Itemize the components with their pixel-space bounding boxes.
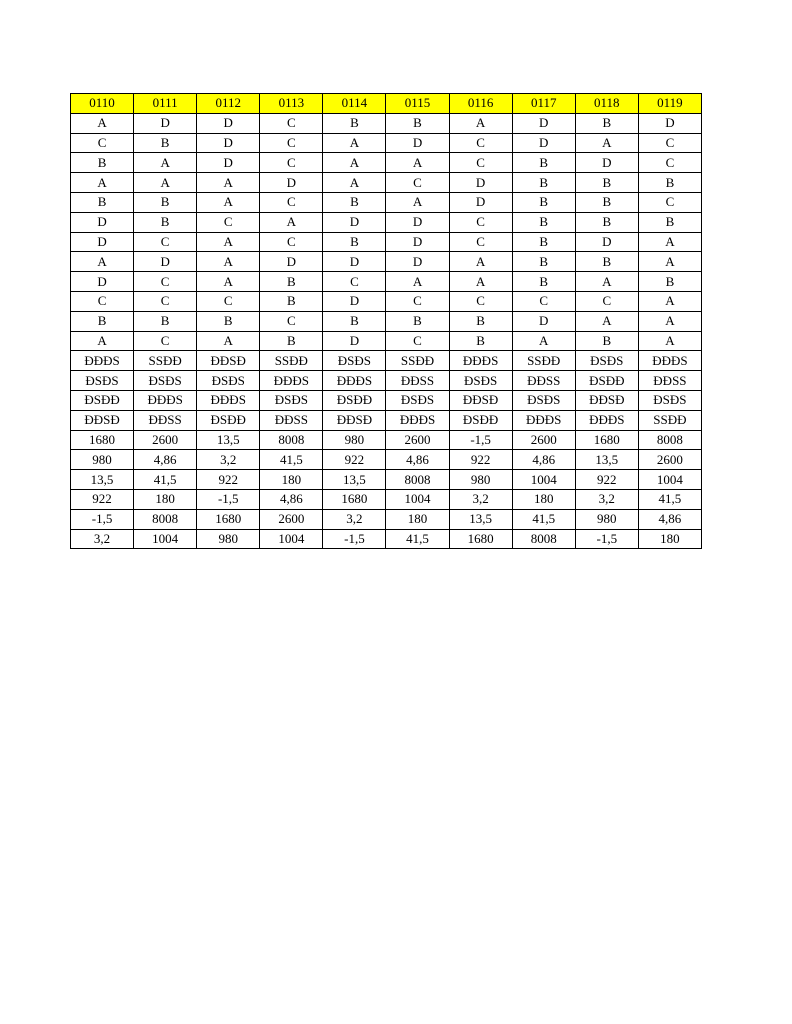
answer-cell: 2600 [134, 430, 197, 450]
answer-cell: D [197, 153, 260, 173]
answer-cell: C [638, 153, 701, 173]
answer-cell: A [638, 252, 701, 272]
answer-cell: B [71, 192, 134, 212]
answer-cell: A [638, 311, 701, 331]
answer-cell: ĐĐSS [638, 371, 701, 391]
answer-cell: ĐĐSS [512, 371, 575, 391]
answer-cell: ĐĐSS [260, 410, 323, 430]
answer-cell: SSĐĐ [512, 351, 575, 371]
answer-cell: B [260, 291, 323, 311]
answer-cell: 180 [260, 470, 323, 490]
answer-cell: 3,2 [449, 489, 512, 509]
answer-cell: B [260, 331, 323, 351]
answer-cell: 13,5 [71, 470, 134, 490]
answer-cell: B [134, 133, 197, 153]
answer-cell: B [512, 153, 575, 173]
answer-cell: ĐSĐS [197, 371, 260, 391]
answer-cell: A [197, 173, 260, 193]
answer-cell: B [512, 252, 575, 272]
answer-cell: D [512, 133, 575, 153]
answer-cell: B [638, 212, 701, 232]
exam-code-header-cell: 0115 [386, 94, 449, 114]
table-row [71, 509, 702, 529]
answer-cell: ĐĐĐS [71, 351, 134, 371]
answer-cell: 4,86 [512, 450, 575, 470]
answer-cell: D [71, 212, 134, 232]
answer-cell: 3,2 [71, 529, 134, 549]
answer-cell: B [134, 311, 197, 331]
answer-cell: 41,5 [386, 529, 449, 549]
table-row [71, 311, 702, 331]
answer-cell: A [386, 153, 449, 173]
answer-cell: B [386, 113, 449, 133]
answer-cell: B [71, 153, 134, 173]
answer-cell: C [134, 272, 197, 292]
answer-cell: ĐSĐS [386, 390, 449, 410]
answer-cell: D [512, 113, 575, 133]
table-row [71, 410, 702, 430]
answer-cell: -1,5 [71, 509, 134, 529]
answer-cell: A [575, 133, 638, 153]
answer-cell: C [449, 153, 512, 173]
table-row [71, 351, 702, 371]
table-row [71, 371, 702, 391]
answer-cell: C [134, 291, 197, 311]
answer-cell: 180 [134, 489, 197, 509]
answer-cell: SSĐĐ [638, 410, 701, 430]
answer-cell: 8008 [512, 529, 575, 549]
answer-cell: D [449, 173, 512, 193]
answer-cell: D [197, 113, 260, 133]
answer-cell: 41,5 [512, 509, 575, 529]
answer-cell: 8008 [260, 430, 323, 450]
answer-cell: A [575, 311, 638, 331]
answer-cell: D [71, 232, 134, 252]
exam-code-header-cell: 0112 [197, 94, 260, 114]
answer-cell: 4,86 [260, 489, 323, 509]
answer-cell: B [386, 311, 449, 331]
table-row [71, 470, 702, 490]
answer-cell: C [71, 133, 134, 153]
answer-cell: 922 [71, 489, 134, 509]
answer-cell: D [575, 153, 638, 173]
table-row [71, 212, 702, 232]
answer-cell: SSĐĐ [134, 351, 197, 371]
answer-cell: B [71, 311, 134, 331]
exam-code-header-row [71, 94, 702, 114]
answer-cell: C [386, 291, 449, 311]
exam-code-header-cell: 0116 [449, 94, 512, 114]
answer-cell: B [260, 272, 323, 292]
answer-cell: ĐĐĐS [512, 410, 575, 430]
answer-cell: A [197, 252, 260, 272]
answer-cell: ĐĐĐS [386, 410, 449, 430]
answer-cell: A [197, 331, 260, 351]
answer-cell: ĐĐĐS [260, 371, 323, 391]
answer-cell: A [323, 173, 386, 193]
answer-cell: 922 [449, 450, 512, 470]
answer-cell: A [197, 272, 260, 292]
answer-cell: A [323, 133, 386, 153]
answer-cell: B [323, 192, 386, 212]
answer-cell: D [512, 311, 575, 331]
answer-cell: 1004 [638, 470, 701, 490]
answer-cell: D [386, 232, 449, 252]
table-row [71, 232, 702, 252]
answer-cell: D [134, 252, 197, 272]
answer-cell: ĐSĐS [260, 390, 323, 410]
answer-cell: ĐSĐS [449, 371, 512, 391]
answer-cell: A [575, 272, 638, 292]
answer-cell: 180 [638, 529, 701, 549]
answer-cell: D [638, 113, 701, 133]
answer-cell: 1680 [71, 430, 134, 450]
answer-cell: B [512, 173, 575, 193]
answer-cell: ĐĐĐS [575, 410, 638, 430]
answer-cell: C [71, 291, 134, 311]
answer-cell: -1,5 [449, 430, 512, 450]
answer-cell: 1680 [449, 529, 512, 549]
exam-code-header-cell: 0119 [638, 94, 701, 114]
table-row [71, 173, 702, 193]
answer-cell: C [449, 291, 512, 311]
answer-cell: A [386, 192, 449, 212]
answer-cell: 13,5 [449, 509, 512, 529]
answer-cell: 1680 [323, 489, 386, 509]
answer-cell: 980 [575, 509, 638, 529]
answer-cell: B [638, 272, 701, 292]
answer-cell: A [323, 153, 386, 173]
table-row [71, 430, 702, 450]
answer-cell: ĐSĐS [71, 371, 134, 391]
table-row [71, 331, 702, 351]
answer-cell: 1004 [134, 529, 197, 549]
answer-cell: ĐSĐĐ [449, 410, 512, 430]
answer-cell: 980 [323, 430, 386, 450]
answer-cell: C [449, 212, 512, 232]
answer-cell: C [134, 232, 197, 252]
answer-cell: B [449, 311, 512, 331]
answer-cell: ĐĐSĐ [575, 390, 638, 410]
answer-cell: A [71, 173, 134, 193]
answer-cell: 2600 [512, 430, 575, 450]
answer-cell: ĐĐSS [134, 410, 197, 430]
answer-cell: ĐĐĐS [323, 371, 386, 391]
answer-cell: -1,5 [575, 529, 638, 549]
answer-cell: A [638, 291, 701, 311]
answer-cell: 13,5 [197, 430, 260, 450]
answer-cell: 922 [575, 470, 638, 490]
answer-cell: D [260, 252, 323, 272]
answer-cell: 4,86 [638, 509, 701, 529]
answer-cell: 3,2 [323, 509, 386, 529]
answer-cell: B [134, 212, 197, 232]
answer-cell: 13,5 [323, 470, 386, 490]
exam-code-header-cell: 0114 [323, 94, 386, 114]
answer-cell: ĐĐĐS [638, 351, 701, 371]
answer-cell: A [71, 113, 134, 133]
answer-cell: 980 [71, 450, 134, 470]
answer-cell: D [386, 252, 449, 272]
answer-cell: B [575, 173, 638, 193]
answer-cell: C [575, 291, 638, 311]
answer-cell: C [323, 272, 386, 292]
answer-cell: D [323, 291, 386, 311]
table-row [71, 450, 702, 470]
answer-cell: 180 [386, 509, 449, 529]
answer-cell: A [197, 232, 260, 252]
answer-cell: C [260, 232, 323, 252]
answer-cell: ĐĐĐS [449, 351, 512, 371]
answer-key-sheet [70, 93, 702, 549]
answer-cell: A [638, 232, 701, 252]
answer-cell: C [260, 192, 323, 212]
table-row [71, 113, 702, 133]
answer-cell: 2600 [386, 430, 449, 450]
answer-cell: 8008 [386, 470, 449, 490]
answer-cell: SSĐĐ [260, 351, 323, 371]
answer-cell: C [449, 232, 512, 252]
answer-cell: ĐSĐS [134, 371, 197, 391]
answer-cell: 4,86 [386, 450, 449, 470]
answer-cell: C [260, 311, 323, 331]
answer-cell: ĐĐSĐ [197, 351, 260, 371]
answer-cell: C [260, 153, 323, 173]
answer-cell: A [134, 153, 197, 173]
answer-cell: SSĐĐ [386, 351, 449, 371]
exam-code-header-cell: 0110 [71, 94, 134, 114]
answer-cell: 41,5 [260, 450, 323, 470]
answer-key-body [71, 113, 702, 549]
table-row [71, 489, 702, 509]
answer-cell: B [575, 212, 638, 232]
answer-cell: A [449, 272, 512, 292]
answer-cell: D [323, 252, 386, 272]
answer-cell: C [134, 331, 197, 351]
answer-cell: B [323, 311, 386, 331]
answer-cell: C [638, 192, 701, 212]
answer-cell: ĐĐĐS [134, 390, 197, 410]
answer-cell: D [197, 133, 260, 153]
answer-cell: A [449, 252, 512, 272]
answer-cell: D [575, 232, 638, 252]
answer-cell: B [134, 192, 197, 212]
answer-cell: 922 [197, 470, 260, 490]
answer-cell: 980 [197, 529, 260, 549]
answer-cell: A [386, 272, 449, 292]
answer-cell: B [323, 113, 386, 133]
answer-cell: ĐĐSĐ [71, 410, 134, 430]
answer-cell: ĐĐSĐ [323, 410, 386, 430]
table-row [71, 192, 702, 212]
answer-cell: 1004 [512, 470, 575, 490]
answer-cell: A [71, 331, 134, 351]
answer-cell: A [449, 113, 512, 133]
answer-cell: C [260, 133, 323, 153]
answer-cell: -1,5 [197, 489, 260, 509]
exam-code-header-cell: 0113 [260, 94, 323, 114]
answer-cell: B [638, 173, 701, 193]
answer-cell: ĐĐSĐ [449, 390, 512, 410]
answer-cell: B [512, 212, 575, 232]
answer-cell: B [512, 232, 575, 252]
answer-cell: 41,5 [638, 489, 701, 509]
exam-code-header-cell: 0111 [134, 94, 197, 114]
table-row [71, 133, 702, 153]
answer-cell: D [323, 212, 386, 232]
answer-cell: B [449, 331, 512, 351]
answer-cell: 1004 [260, 529, 323, 549]
answer-cell: B [512, 272, 575, 292]
answer-cell: 13,5 [575, 450, 638, 470]
answer-cell: C [638, 133, 701, 153]
exam-code-header-cell: 0117 [512, 94, 575, 114]
answer-cell: B [575, 331, 638, 351]
answer-cell: ĐSĐS [575, 351, 638, 371]
answer-cell: A [197, 192, 260, 212]
answer-cell: 980 [449, 470, 512, 490]
answer-cell: 3,2 [575, 489, 638, 509]
answer-cell: D [260, 173, 323, 193]
answer-cell: B [575, 113, 638, 133]
answer-cell: 180 [512, 489, 575, 509]
answer-cell: -1,5 [323, 529, 386, 549]
answer-cell: ĐĐĐS [197, 390, 260, 410]
answer-cell: A [638, 331, 701, 351]
answer-cell: 8008 [638, 430, 701, 450]
answer-cell: ĐSĐS [512, 390, 575, 410]
answer-cell: C [197, 212, 260, 232]
answer-cell: D [134, 113, 197, 133]
answer-cell: ĐSĐĐ [323, 390, 386, 410]
answer-cell: 2600 [638, 450, 701, 470]
answer-cell: A [260, 212, 323, 232]
answer-cell: C [386, 173, 449, 193]
answer-cell: 8008 [134, 509, 197, 529]
answer-cell: ĐSĐĐ [197, 410, 260, 430]
answer-cell: A [71, 252, 134, 272]
answer-cell: 2600 [260, 509, 323, 529]
answer-cell: ĐSĐĐ [71, 390, 134, 410]
answer-cell: D [323, 331, 386, 351]
answer-cell: C [386, 331, 449, 351]
exam-code-header-cell: 0118 [575, 94, 638, 114]
answer-cell: 3,2 [197, 450, 260, 470]
answer-cell: ĐSĐS [638, 390, 701, 410]
answer-cell: 922 [323, 450, 386, 470]
answer-cell: C [260, 113, 323, 133]
answer-cell: ĐSĐS [323, 351, 386, 371]
answer-cell: C [197, 291, 260, 311]
answer-cell: B [323, 232, 386, 252]
table-row [71, 153, 702, 173]
answer-cell: C [512, 291, 575, 311]
answer-cell: B [575, 252, 638, 272]
answer-cell: D [71, 272, 134, 292]
table-row [71, 529, 702, 549]
answer-cell: A [512, 331, 575, 351]
answer-cell: 1680 [575, 430, 638, 450]
answer-cell: C [449, 133, 512, 153]
answer-cell: B [512, 192, 575, 212]
answer-cell: D [386, 212, 449, 232]
table-row [71, 390, 702, 410]
answer-cell: ĐĐSS [386, 371, 449, 391]
answer-cell: ĐSĐĐ [575, 371, 638, 391]
answer-cell: 4,86 [134, 450, 197, 470]
answer-cell: 41,5 [134, 470, 197, 490]
answer-key-table [70, 93, 702, 549]
answer-cell: B [575, 192, 638, 212]
table-row [71, 252, 702, 272]
answer-cell: 1004 [386, 489, 449, 509]
answer-cell: A [134, 173, 197, 193]
table-row [71, 291, 702, 311]
answer-cell: D [386, 133, 449, 153]
answer-cell: D [449, 192, 512, 212]
answer-cell: B [197, 311, 260, 331]
answer-cell: 1680 [197, 509, 260, 529]
table-row [71, 272, 702, 292]
